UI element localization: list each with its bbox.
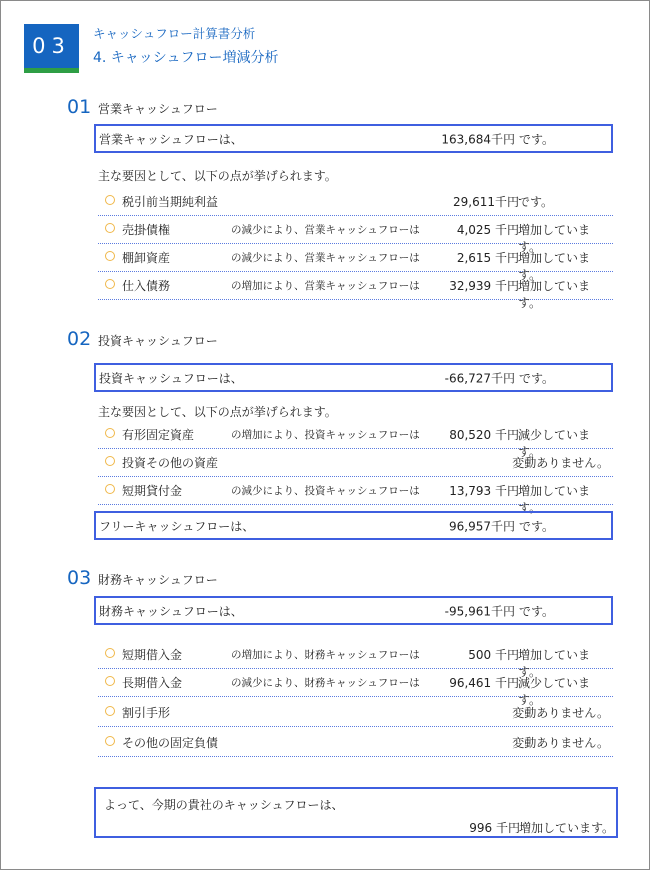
item-name: 税引前当期純利益: [122, 195, 219, 209]
item-tail: 増加しています。: [518, 648, 591, 679]
item-value: 500 千円: [468, 648, 519, 662]
item-name: 有形固定資産: [122, 428, 195, 442]
item-tail: 増加しています。: [518, 251, 591, 282]
chapter-title: キャッシュフロー計算書分析: [93, 26, 256, 41]
item-name: 投資その他の資産: [122, 456, 219, 470]
summary-value: -95,961千円: [444, 604, 515, 618]
conclusion-value: 996 千円: [469, 821, 520, 835]
circle-bullet-icon: [105, 279, 115, 289]
list-item: [98, 245, 613, 282]
circle-bullet-icon: [105, 484, 115, 494]
circle-bullet-icon: [105, 195, 115, 205]
list-item: [98, 478, 613, 515]
item-tail: 減少しています。: [518, 676, 591, 707]
item-name: 割引手形: [122, 706, 171, 720]
summary-label: 営業キャッシュフローは、: [99, 132, 243, 146]
section-title: 営業キャッシュフロー: [98, 102, 218, 116]
summary-label: 投資キャッシュフローは、: [99, 371, 243, 385]
circle-bullet-icon: [105, 736, 115, 746]
conclusion-text: よって、今期の貴社のキャッシュフローは、: [104, 798, 344, 812]
section-number: 02: [67, 328, 92, 350]
circle-bullet-icon: [105, 428, 115, 438]
item-tail: 増加しています。: [518, 223, 591, 254]
item-value: 29,611千円: [453, 195, 519, 209]
item-name: 長期借入金: [122, 676, 183, 690]
list-item: [98, 189, 613, 216]
list-item: [98, 730, 613, 757]
free-cash-flow-box: [94, 511, 613, 540]
list-item: [98, 217, 613, 254]
summary-box: [94, 124, 613, 153]
item-phrase: の増加により、営業キャッシュフローは: [231, 280, 420, 292]
summary-value: -66,727千円: [444, 371, 515, 385]
circle-bullet-icon: [105, 251, 115, 261]
item-value: 13,793 千円: [449, 484, 519, 498]
item-value: 32,939 千円: [449, 279, 519, 293]
section-title: 投資キャッシュフロー: [98, 334, 218, 348]
item-phrase: の減少により、営業キャッシュフローは: [231, 252, 420, 264]
section-heading: 4. キャッシュフロー増減分析: [93, 50, 279, 66]
item-name: 棚卸資産: [122, 251, 171, 265]
circle-bullet-icon: [105, 223, 115, 233]
item-tail: 増加しています。: [518, 279, 591, 310]
summary-label: 財務キャッシュフローは、: [99, 604, 243, 618]
summary-value: 96,957千円: [449, 519, 515, 533]
item-name: その他の固定負債: [122, 736, 219, 750]
chapter-badge: [24, 24, 79, 73]
section-title: 財務キャッシュフロー: [98, 573, 218, 587]
circle-bullet-icon: [105, 456, 115, 466]
summary-tail: です。: [519, 371, 555, 385]
item-name: 仕入債務: [122, 279, 171, 293]
circle-bullet-icon: [105, 676, 115, 686]
circle-bullet-icon: [105, 706, 115, 716]
conclusion-box: [94, 787, 618, 838]
summary-box: [94, 596, 613, 625]
item-value: 4,025 千円: [456, 223, 519, 237]
summary-label: フリーキャッシュフローは、: [99, 519, 255, 533]
item-phrase: の減少により、財務キャッシュフローは: [231, 677, 420, 689]
item-phrase: の減少により、投資キャッシュフローは: [231, 485, 420, 497]
list-item: [98, 700, 613, 727]
section-number: 03: [67, 567, 92, 589]
circle-bullet-icon: [105, 648, 115, 658]
intro-text: 主な要因として、以下の点が挙げられます。: [98, 169, 337, 183]
section-number: 01: [67, 96, 92, 118]
item-name: 短期貸付金: [122, 484, 183, 498]
conclusion-tail: 増加しています。: [519, 821, 615, 835]
item-name: 売掛債権: [122, 223, 171, 237]
item-tail: です。: [518, 195, 554, 209]
item-value: 80,520 千円: [449, 428, 519, 442]
summary-tail: です。: [519, 604, 555, 618]
item-no-change: 変動ありません。: [512, 736, 609, 750]
item-no-change: 変動ありません。: [512, 456, 609, 470]
summary-box: [94, 363, 613, 392]
list-item: [98, 670, 613, 707]
item-phrase: の増加により、投資キャッシュフローは: [231, 429, 420, 441]
item-name: 短期借入金: [122, 648, 183, 662]
item-no-change: 変動ありません。: [512, 706, 609, 720]
item-value: 2,615 千円: [456, 251, 519, 265]
summary-tail: です。: [519, 132, 555, 146]
chapter-number: 03: [32, 34, 71, 58]
summary-value: 163,684千円: [441, 132, 515, 146]
item-value: 96,461 千円: [449, 676, 519, 690]
list-item: [98, 450, 613, 477]
list-item: [98, 273, 613, 310]
badge-underline: [24, 68, 79, 73]
intro-text: 主な要因として、以下の点が挙げられます。: [98, 405, 337, 419]
item-phrase: の減少により、営業キャッシュフローは: [231, 224, 420, 236]
item-phrase: の増加により、財務キャッシュフローは: [231, 649, 420, 661]
item-tail: 減少しています。: [518, 428, 591, 459]
item-tail: 増加しています。: [518, 484, 591, 515]
list-item: [98, 642, 613, 679]
summary-tail: です。: [519, 519, 555, 533]
list-item: [98, 422, 613, 459]
